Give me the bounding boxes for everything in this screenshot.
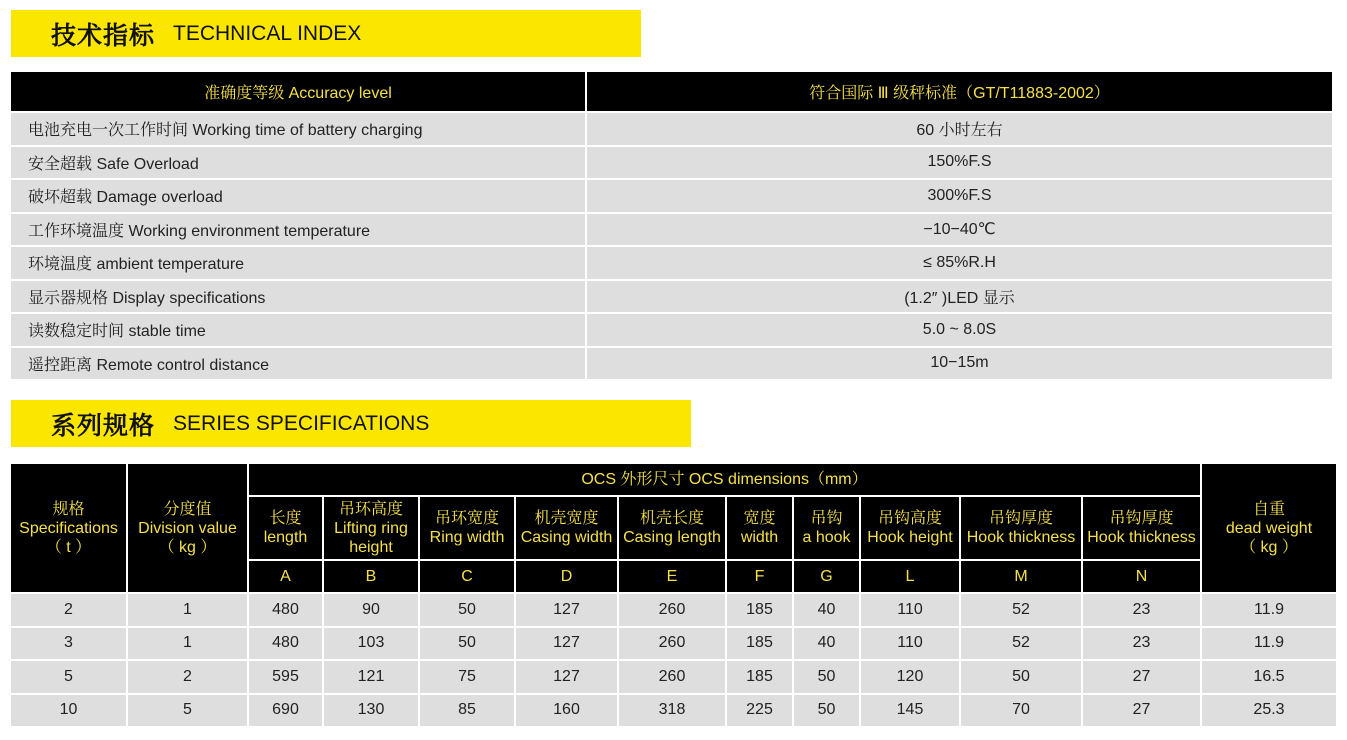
table-cell: 2	[11, 594, 126, 626]
dimension-column-header	[516, 497, 617, 559]
table-cell: 260	[619, 661, 725, 693]
table-cell: 2	[128, 661, 247, 693]
technical-row-value: ≤ 85%R.H	[587, 247, 1332, 279]
table-cell: 70	[961, 695, 1081, 727]
table-cell: 90	[324, 594, 418, 626]
dimension-column-header	[324, 497, 418, 559]
series-specifications-table	[9, 462, 1338, 728]
table-cell: 85	[420, 695, 514, 727]
series-title-cn: 系列规格	[51, 410, 156, 440]
dimension-letter: E	[619, 561, 725, 592]
dimension-name-cn: 吊钩	[810, 510, 843, 527]
dimension-letter: M	[961, 561, 1081, 592]
technical-title-en: TECHNICAL INDEX	[173, 21, 362, 45]
table-cell: 1	[128, 594, 247, 626]
technical-row	[11, 348, 1332, 380]
division-header-cn: 分度值	[163, 500, 212, 518]
specifications-header-en: Specifications	[19, 519, 118, 537]
dimension-letter: D	[516, 561, 617, 592]
dimension-name-cn: 机壳长度	[639, 510, 704, 527]
table-cell: 110	[861, 594, 959, 626]
dimension-name-cn: 宽度	[743, 510, 776, 527]
series-title-en: SERIES SPECIFICATIONS	[173, 411, 430, 435]
table-cell: 23	[1083, 628, 1200, 660]
accuracy-standard-header: 符合国际 Ⅲ 级秤标准（GT/T11883-2002）	[587, 72, 1332, 111]
table-row	[11, 661, 1336, 693]
table-cell: 75	[420, 661, 514, 693]
weight-header-en: dead weight	[1225, 519, 1313, 537]
table-cell: 50	[961, 661, 1081, 693]
technical-row-value: 60 小时左右	[587, 113, 1332, 145]
dimension-name-en: Casing width	[520, 529, 613, 546]
dimension-name-en: Ring width	[429, 529, 505, 546]
technical-row	[11, 147, 1332, 179]
dimension-name-en: width	[740, 529, 779, 546]
technical-row-label: 安全超载 Safe Overload	[11, 147, 585, 179]
specifications-header	[11, 464, 126, 592]
dimension-letter: F	[727, 561, 792, 592]
dimension-name-en: Casing length	[623, 529, 721, 546]
technical-header-row	[11, 72, 1332, 111]
dimension-column-header	[961, 497, 1081, 559]
technical-row-value: 150%F.S	[587, 147, 1332, 179]
technical-row	[11, 214, 1332, 246]
technical-row-label: 工作环境温度 Working environment temperature	[11, 214, 585, 246]
specifications-header-cn: 规格	[52, 500, 85, 518]
table-cell: 23	[1083, 594, 1200, 626]
table-cell: 318	[619, 695, 725, 727]
dimension-name-en: Hook height	[867, 529, 953, 546]
technical-row-value: −10−40℃	[587, 214, 1332, 246]
series-header-row-top	[11, 464, 1336, 495]
dimension-name-en: Hook thickness	[1087, 529, 1196, 546]
dimension-column-header	[249, 497, 322, 559]
table-cell: 52	[961, 594, 1081, 626]
dimension-name-cn: 吊钩高度	[877, 510, 942, 527]
dimension-column-header	[727, 497, 792, 559]
dimension-name-en: length	[263, 529, 308, 546]
dimension-column-header	[794, 497, 859, 559]
table-cell: 480	[249, 628, 322, 660]
table-cell: 11.9	[1202, 594, 1336, 626]
table-cell: 225	[727, 695, 792, 727]
technical-row-value: 300%F.S	[587, 180, 1332, 212]
division-value-header	[128, 464, 247, 592]
table-cell: 160	[516, 695, 617, 727]
dimension-letter: G	[794, 561, 859, 592]
division-header-en: Division value	[138, 519, 237, 537]
table-cell: 50	[420, 594, 514, 626]
table-cell: 690	[249, 695, 322, 727]
table-cell: 120	[861, 661, 959, 693]
table-cell: 185	[727, 661, 792, 693]
dimension-name-cn: 吊环宽度	[434, 510, 499, 527]
technical-row-label: 读数稳定时间 stable time	[11, 314, 585, 346]
technical-row	[11, 113, 1332, 145]
technical-row-label: 破坏超载 Damage overload	[11, 180, 585, 212]
dimension-letter: N	[1083, 561, 1200, 592]
dimension-column-header	[1083, 497, 1200, 559]
table-cell: 260	[619, 628, 725, 660]
table-cell: 27	[1083, 661, 1200, 693]
table-cell: 3	[11, 628, 126, 660]
dimension-letter: C	[420, 561, 514, 592]
accuracy-level-header: 准确度等级 Accuracy level	[11, 72, 585, 111]
dimension-letter: L	[861, 561, 959, 592]
dimension-name-en: Hook thickness	[966, 529, 1076, 546]
table-cell: 25.3	[1202, 695, 1336, 727]
table-cell: 480	[249, 594, 322, 626]
table-cell: 110	[861, 628, 959, 660]
weight-header-unit: （ kg ）	[1240, 538, 1298, 556]
table-cell: 595	[249, 661, 322, 693]
table-cell: 127	[516, 628, 617, 660]
technical-row-value: (1.2″ )LED 显示	[587, 281, 1332, 313]
table-cell: 145	[861, 695, 959, 727]
technical-row-label: 环境温度 ambient temperature	[11, 247, 585, 279]
dimension-name-en: Lifting ring height	[334, 519, 408, 556]
dimension-name-cn: 吊钩厚度	[988, 510, 1053, 527]
table-cell: 50	[794, 695, 859, 727]
table-cell: 185	[727, 628, 792, 660]
technical-row	[11, 247, 1332, 279]
table-cell: 50	[794, 661, 859, 693]
table-row	[11, 594, 1336, 626]
dead-weight-header	[1202, 464, 1336, 592]
table-cell: 130	[324, 695, 418, 727]
table-cell: 121	[324, 661, 418, 693]
table-cell: 5	[11, 661, 126, 693]
table-cell: 10	[11, 695, 126, 727]
ocs-dimensions-header: OCS 外形尺寸 OCS dimensions（mm）	[249, 464, 1200, 495]
table-cell: 50	[420, 628, 514, 660]
dimension-column-header	[420, 497, 514, 559]
technical-row-value: 10−15m	[587, 348, 1332, 380]
dimension-name-cn: 机壳宽度	[534, 510, 599, 527]
technical-title-cn: 技术指标	[51, 20, 156, 50]
technical-index-table	[9, 70, 1334, 381]
dimension-name-cn: 长度	[269, 510, 302, 527]
technical-row-label: 电池充电一次工作时间 Working time of battery charging	[11, 113, 585, 145]
table-cell: 127	[516, 661, 617, 693]
table-cell: 185	[727, 594, 792, 626]
dimension-name-en: a hook	[802, 529, 851, 546]
table-row	[11, 628, 1336, 660]
technical-row	[11, 281, 1332, 313]
dimension-letter: A	[249, 561, 322, 592]
weight-header-cn: 自重	[1252, 500, 1285, 518]
table-cell: 16.5	[1202, 661, 1336, 693]
dimension-name-cn: 吊环高度	[338, 500, 403, 518]
table-cell: 103	[324, 628, 418, 660]
technical-row	[11, 180, 1332, 212]
technical-row	[11, 314, 1332, 346]
technical-row-label: 显示器规格 Display specifications	[11, 281, 585, 313]
table-row	[11, 695, 1336, 727]
series-specifications-banner	[11, 400, 691, 447]
dimension-name-cn: 吊钩厚度	[1109, 510, 1174, 527]
technical-row-label: 遥控距离 Remote control distance	[11, 348, 585, 380]
table-cell: 27	[1083, 695, 1200, 727]
dimension-letter: B	[324, 561, 418, 592]
table-cell: 127	[516, 594, 617, 626]
table-cell: 40	[794, 594, 859, 626]
dimension-column-header	[861, 497, 959, 559]
table-cell: 40	[794, 628, 859, 660]
specifications-header-unit: （ t ）	[45, 538, 92, 556]
dimension-column-header	[619, 497, 725, 559]
table-cell: 5	[128, 695, 247, 727]
technical-index-banner	[11, 10, 641, 57]
division-header-unit: （ kg ）	[158, 538, 217, 556]
table-cell: 11.9	[1202, 628, 1336, 660]
table-cell: 52	[961, 628, 1081, 660]
technical-row-value: 5.0 ~ 8.0S	[587, 314, 1332, 346]
table-cell: 1	[128, 628, 247, 660]
table-cell: 260	[619, 594, 725, 626]
